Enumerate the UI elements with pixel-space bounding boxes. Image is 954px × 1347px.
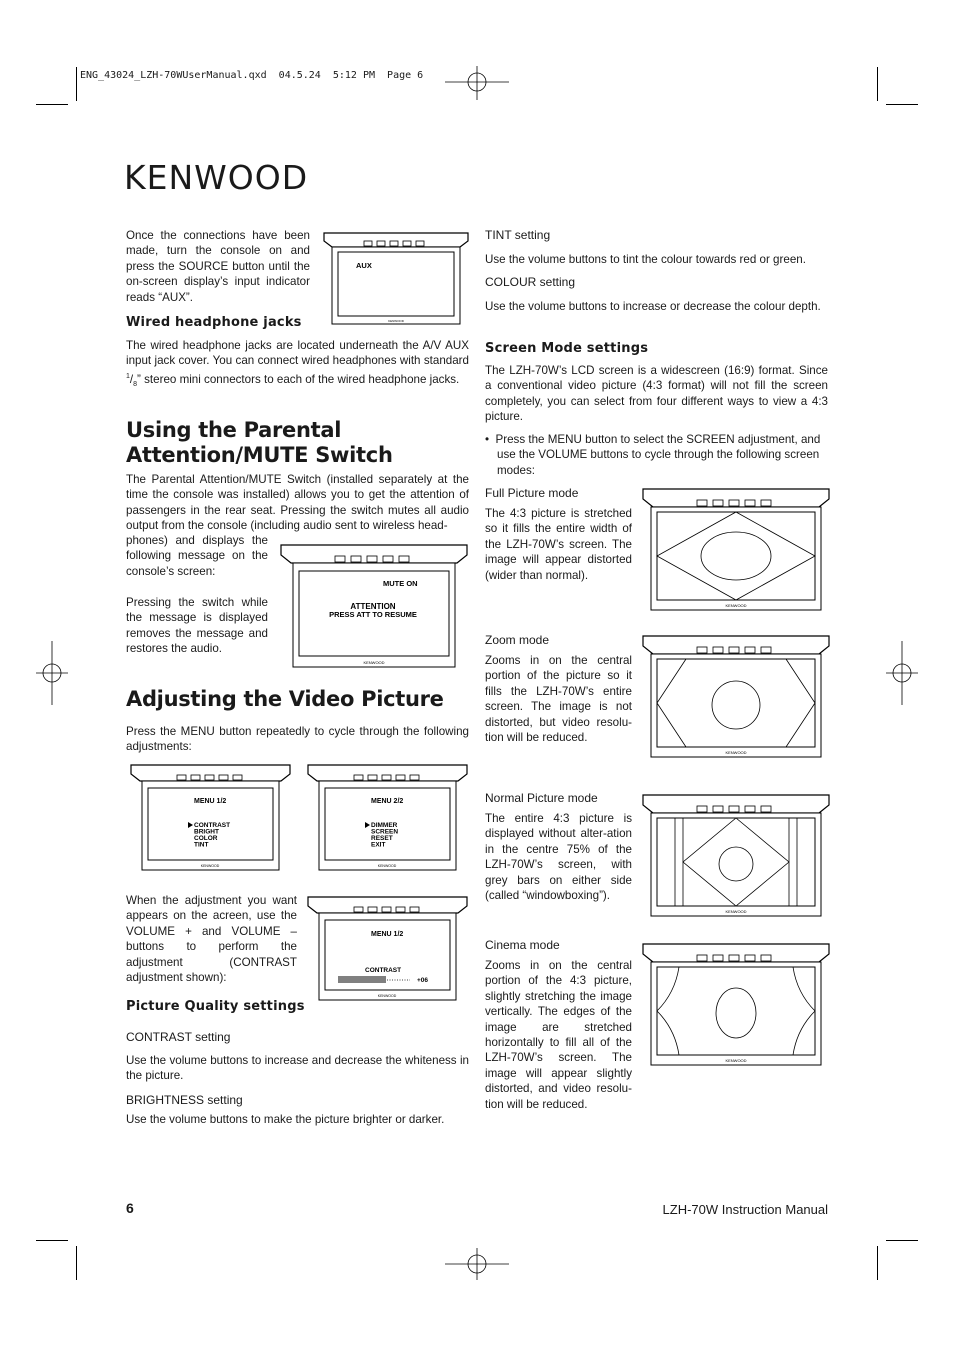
- colour-heading: COLOUR setting: [485, 275, 576, 289]
- brightness-heading: BRIGHTNESS setting: [126, 1093, 243, 1107]
- contrast-heading: CONTRAST setting: [126, 1030, 231, 1044]
- screen-mode-text: The LZH-70W’s LCD screen is a widescreen (16:9) format. Since a conventional video picture (4:3 format) will not fill the screen completely, you can select from four different ways to view a 4:3 picture.: [485, 364, 828, 424]
- contrast-label: CONTRAST: [365, 967, 402, 974]
- screen-mode-bullet: • Press the MENU button to select the SCREEN adjustment, and use the VOLUME buttons to cycle through the following screen modes:: [485, 433, 821, 477]
- menu1-item: BRIGHT: [194, 828, 219, 836]
- bezel-brand: KENWOOD: [725, 1058, 747, 1063]
- parental-text-2: phones) and displays the following message on the console’s screen:: [126, 534, 268, 578]
- slug-line: ENG_43024_LZH-70WUserManual.qxd 04.5.24 5:12 PM Page 6: [80, 70, 424, 81]
- zoom-heading: Zoom mode: [485, 633, 550, 647]
- menu2-title: MENU 2/2: [371, 798, 404, 805]
- zoom-text: Zooms in on the central portion of the picture so it fills the LZH-70W’s entire screen. The image is not distorted, but video resolu-tion will be reduced.: [485, 654, 632, 745]
- brand-logo: KENWOOD: [124, 158, 309, 197]
- tint-text: Use the volume buttons to tint the colour towards red or green.: [485, 253, 806, 266]
- bezel-brand: KENWOOD: [725, 909, 747, 914]
- contrast-text: Use the volume buttons to increase and decrease the whiteness in the picture.: [126, 1054, 469, 1083]
- menu2-item: SCREEN: [371, 828, 399, 836]
- contrast-screen-illustration: [306, 896, 469, 1002]
- menu2-item: RESET: [371, 835, 393, 842]
- bezel-brand: KENWOOD: [363, 660, 385, 665]
- adjust-text: When the adjustment you want appears on the acreen, use the VOLUME + and VOLUME – buttons to perform the adjustment (CONTRAST adjustment shown):: [126, 894, 297, 985]
- full-text: The 4:3 picture is stretched so it fills the entire width of the LZH-70W’s screen. The image will appear distorted (wider than normal).: [485, 507, 632, 582]
- cinema-heading: Cinema mode: [485, 938, 560, 952]
- manual-title: LZH-70W Instruction Manual: [662, 1202, 828, 1217]
- menu2-item: EXIT: [371, 841, 386, 849]
- menu1-item: COLOR: [194, 835, 218, 842]
- brightness-text: Use the volume buttons to make the picture brighter or darker.: [126, 1113, 445, 1126]
- normal-heading: Normal Picture mode: [485, 791, 598, 805]
- bezel-brand: KENWOOD: [725, 603, 747, 608]
- tint-heading: TINT setting: [485, 228, 551, 242]
- menu1-item: CONTRAST: [194, 822, 231, 829]
- menu2-screen-illustration: [306, 764, 469, 872]
- colour-text: Use the volume buttons to increase or decrease the colour depth.: [485, 300, 821, 313]
- video-text: Press the MENU button repeatedly to cycle through the following adjustments:: [126, 725, 469, 754]
- video-heading: Adjusting the Video Picture: [126, 687, 444, 711]
- zoom-mode-illustration: [641, 635, 831, 759]
- headphones-text: The wired headphone jacks are located underneath the A/V AUX input jack cover. You can connect wired headphones with standard $^1/_8$” stereo mini connectors to each of the wired headphone jacks.: [126, 339, 469, 388]
- attention-line-2: PRESS ATT TO RESUME: [329, 610, 417, 619]
- full-mode-illustration: [641, 488, 831, 612]
- mute-label: MUTE ON: [383, 579, 418, 588]
- bezel-brand: KENWOOD: [377, 864, 397, 868]
- contrast-value: +06: [417, 977, 429, 984]
- parental-text-3: Pressing the switch while the message is displayed removes the message and restores the audio.: [126, 596, 268, 656]
- menu1-item: TINT: [194, 841, 209, 849]
- mute-screen-illustration: [279, 544, 469, 668]
- cinema-mode-illustration: [641, 943, 831, 1067]
- normal-text: The entire 4:3 picture is displayed without alter-ation in the centre 75% of the LZH-70W’s screen, with grey bars on either side (called “windowboxing”).: [485, 812, 632, 903]
- quality-heading: Picture Quality settings: [126, 999, 305, 1014]
- contrast-menu-title: MENU 1/2: [371, 931, 404, 938]
- menu2-item: DIMMER: [371, 822, 398, 829]
- intro-text: Once the connections have been made, turn the console on and press the SOURCE button until the on-screen display’s input indicator reads “AUX”.: [126, 229, 310, 304]
- aux-screen-illustration: [322, 232, 470, 326]
- attention-line-1: ATTENTION: [350, 602, 396, 611]
- menu1-title: MENU 1/2: [194, 798, 227, 805]
- bezel-brand: KENWOOD: [377, 994, 397, 998]
- page-number: 6: [126, 1200, 134, 1216]
- parental-heading: Using the Parental Attention/MUTE Switch: [126, 418, 393, 467]
- bezel-brand: KENWOOD: [200, 864, 220, 868]
- normal-mode-illustration: [641, 794, 831, 918]
- headphones-heading: Wired headphone jacks: [126, 315, 302, 330]
- cinema-text: Zooms in on the central portion of the 4:3 picture, slightly stretching the image vertically. The edges of the image are stretched horizontally to fill all of the LZH-70W’s screen. The image will appear slightly distorted, and video resolu-tion will be reduced.: [485, 959, 632, 1111]
- aux-label: AUX: [356, 261, 372, 270]
- screen-mode-heading: Screen Mode settings: [485, 341, 649, 356]
- bezel-brand: KENWOOD: [388, 319, 404, 323]
- parental-text: The Parental Attention/MUTE Switch (installed separately at the time the console was installed) allows you to get the attention of passengers in the rear seat. Pressing the switch mutes all audio output from the console (including audio sent to wireless head-: [126, 473, 469, 533]
- full-heading: Full Picture mode: [485, 486, 579, 500]
- bezel-brand: KENWOOD: [725, 750, 747, 755]
- menu1-screen-illustration: [129, 764, 292, 872]
